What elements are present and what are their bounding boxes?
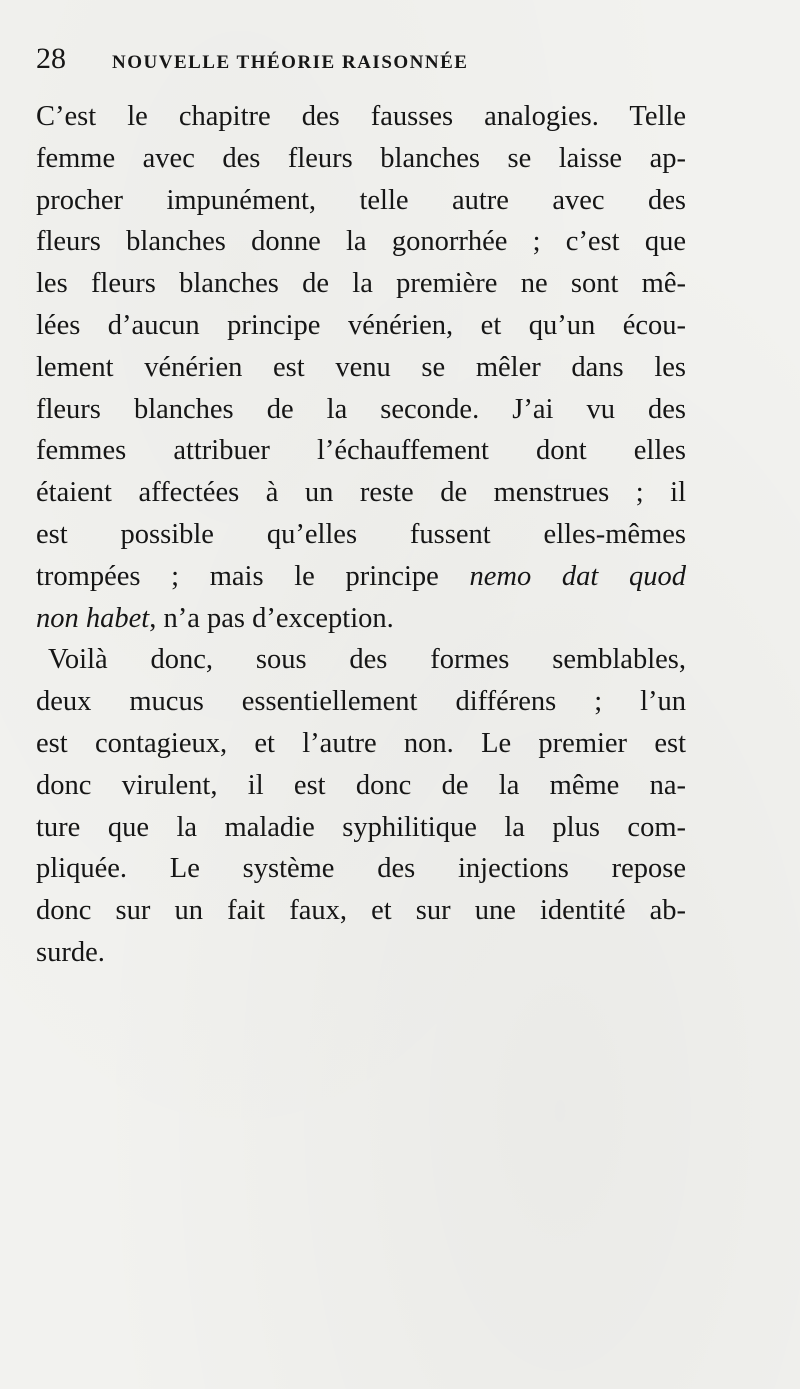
text-line: procher impunément, telle autre avec des (36, 184, 686, 216)
text-line: femmes attribuer l’échauffement dont elles (36, 435, 686, 467)
paragraph-start-line: Voilà donc, sous des formes semblables, (48, 644, 686, 676)
text-line: lement vénérien est venu se mêler dans les (36, 351, 686, 383)
running-head: NOUVELLE THÉORIE RAISONNÉE (112, 52, 469, 73)
text-line: surde. (36, 936, 105, 968)
text-line: lées d’aucun principe vénérien, et qu’un écou- (36, 309, 686, 341)
text-line: donc sur un fait faux, et sur une identité ab- (36, 895, 686, 927)
text-line: les fleurs blanches de la première ne sont mê- (36, 268, 686, 300)
text-line: fleurs blanches de la seconde. J’ai vu des (36, 393, 686, 425)
text-line: femme avec des fleurs blanches se laisse ap- (36, 142, 686, 174)
text-line: deux mucus essentiellement différens ; l’un (36, 686, 686, 718)
text-fragment: trompées ; mais le principe (36, 560, 439, 592)
latin-phrase-italic: non habet (36, 602, 150, 634)
text-line: est possible qu’elles fussent elles-mêmes (36, 518, 686, 550)
text-line: donc virulent, il est donc de la même na- (36, 769, 686, 801)
text-fragment: , n’a pas d’exception. (149, 602, 394, 634)
text-line: pliquée. Le système des injections repose (36, 853, 686, 885)
text-line-mixed (36, 598, 686, 640)
text-line: fleurs blanches donne la gonorrhée ; c’est que (36, 226, 686, 258)
text-line: étaient affectées à un reste de menstrues ; il (36, 477, 686, 509)
text-line: ture que la maladie syphilitique la plus com- (36, 811, 686, 843)
text-line: C’est le chapitre des fausses analogies. Telle (36, 101, 686, 132)
text-line: est contagieux, et l’autre non. Le premier est (36, 727, 686, 759)
page-header (36, 42, 596, 82)
text-line-mixed (36, 556, 686, 598)
page-number: 28 (36, 42, 66, 75)
latin-phrase-italic: nemo dat quod (469, 560, 686, 592)
body-text (36, 96, 686, 974)
